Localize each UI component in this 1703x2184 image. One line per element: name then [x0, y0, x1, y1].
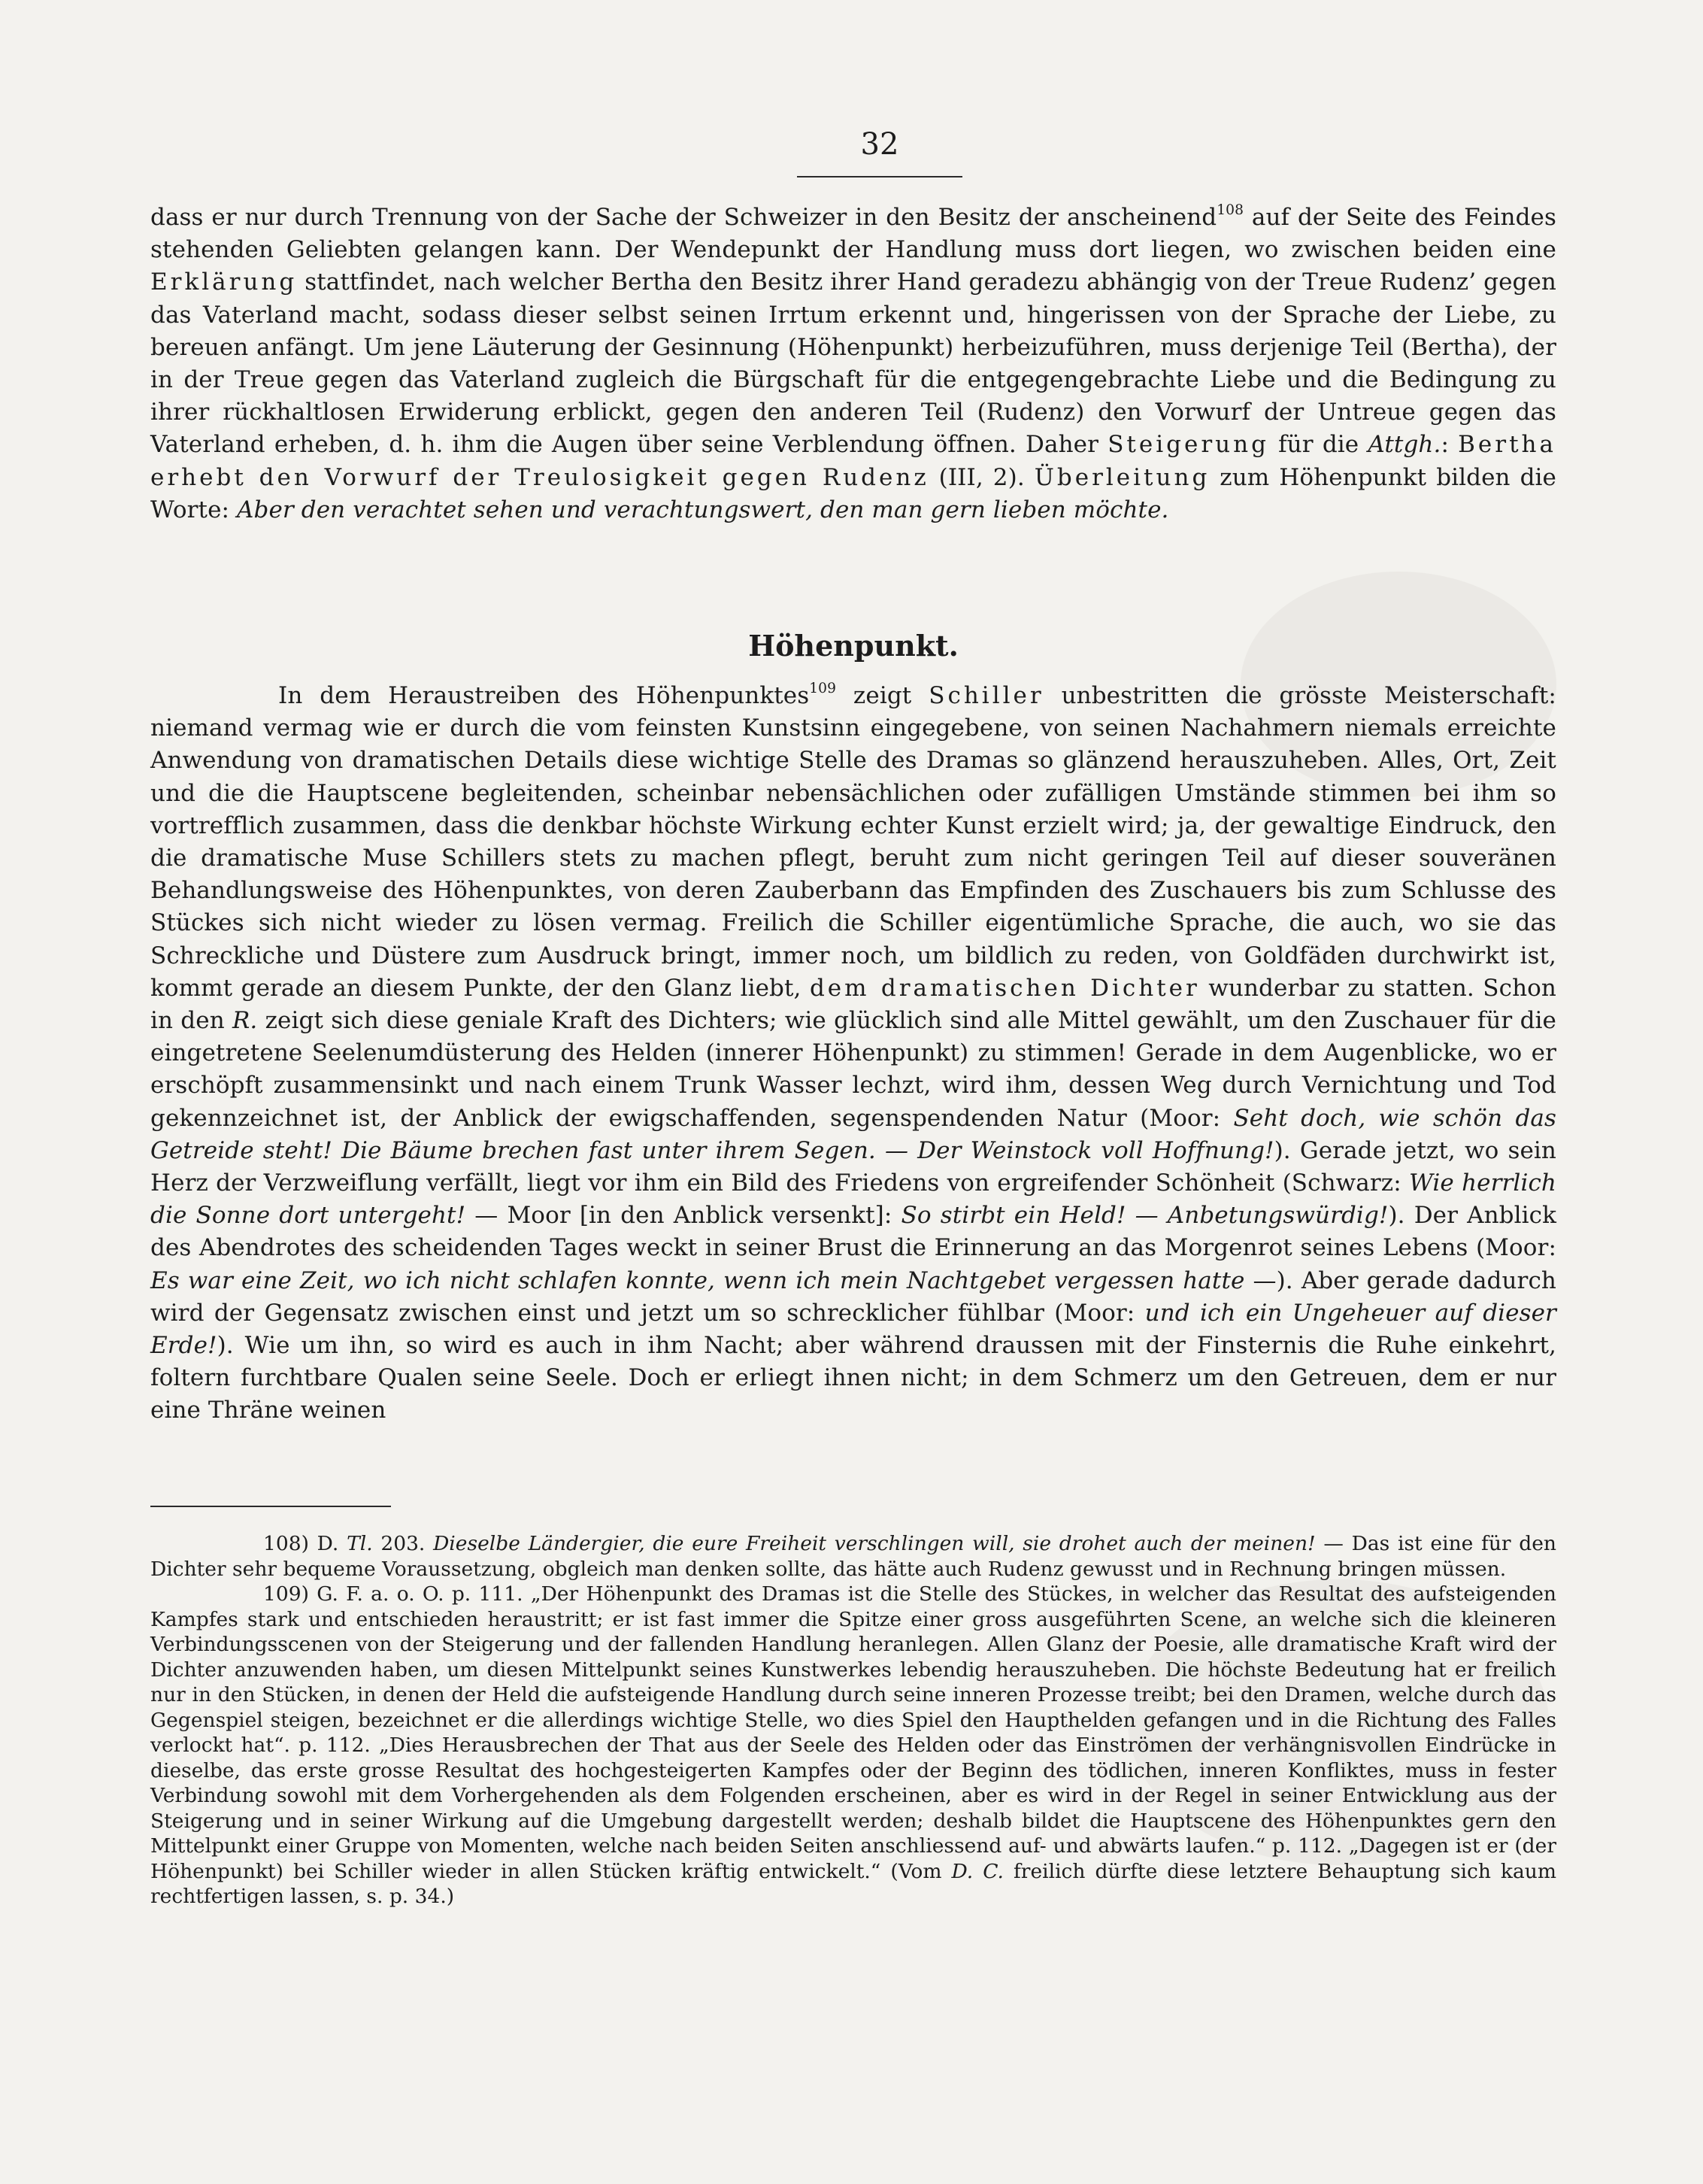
italic-run: Seht doch, wie schön das Getreide steht! Die Bäume brechen fast unter ihrem Segen. — Der Weinstock voll Hoffnung! [150, 1104, 1556, 1164]
text-run: wunderbar zu statten. Schon in den [150, 974, 1556, 1035]
text-run: zum Höhenpunkt bilden die Worte: [150, 463, 1556, 523]
italic-run: Aber den verachtet sehen und verachtungswert, den man gern lieben möchte. [237, 496, 1169, 523]
italic-run: Tl. [347, 1532, 373, 1555]
text-run: ). Gerade jetzt, wo sein Herz der Verzweiflung verfällt, liegt vor ihm ein Bild des Friedens von ergreifender Schönheit (Schwarz: [150, 1136, 1556, 1197]
italic-run: Dieselbe Ländergier, die eure Freiheit verschlingen will, sie drohet auch der meinen! [433, 1532, 1316, 1555]
text-run: unbestritten die grösste Meisterschaft: niemand vermag wie er durch die vom feinsten Kunstsinn eingegebene, von seinen Nachahmern niemals erreichte Anwendung von dramatischen Details diese wichtige Stelle des Dramas so glänzend herauszuheben. Alles, Ort, Zeit und die die Hauptscene begleitenden, scheinbar nebensächlichen oder zufälligen Umstände stimmen bei ihm so vortrefflich zusammen, dass die denkbar höchste Wirkung echter Kunst erzielt wird; ja, der gewaltige Eindruck, den die dramatische Muse Schillers stets zu machen pflegt, beruht zum nicht geringen Teil auf dieser souveränen Behandlungsweise des Höhenpunktes, von deren Zauberbann das Empfinden des Zuschauers bis zum Schlusse des Stückes sich nicht wieder zu lösen vermag. Freilich die Schiller eigentümliche Sprache, die auch, wo sie das Schreckliche und Düstere zum Ausdruck bringt, immer noch, um bildlich zu reden, von Goldfäden durchwirkt ist, kommt gerade an diesem Punkte, der den Glanz liebt, [150, 682, 1556, 1002]
footnote-108 [150, 1531, 1556, 1582]
text-run: 203. [372, 1532, 434, 1555]
footnote-rule [150, 1506, 391, 1507]
text-run: ). Wie um ihn, so wird es auch in ihm Nacht; aber während draussen mit der Finsternis die Ruhe einkehrt, foltern furchtbare Qualen seine Seele. Doch er erliegt ihnen nicht; in dem Schmerz um den Getreuen, dem er nur eine Thräne weinen [150, 1332, 1556, 1424]
text-run: In dem Heraustreiben des Höhenpunktes [278, 682, 810, 709]
text-run: 108) D. [263, 1532, 347, 1555]
paragraph-1-text [150, 202, 1556, 526]
italic-run: So stirbt ein Held! — Anbetungswürdig! [901, 1202, 1389, 1230]
text-run: : [1441, 431, 1459, 459]
text-run: — Moor [in den Anblick versenkt]: [465, 1202, 901, 1230]
text-run: auf der Seite des Feindes stehenden Geliebten gelangen kann. Der Wendepunkt der Handlung muss dort liegen, wo zwischen beiden eine [150, 204, 1556, 264]
text-run: 109) G. F. a. o. O. p. 111. „Der Höhenpunkt des Dramas ist die Stelle des Stückes, in welcher das Resultat des aufsteigenden Kampfes stark und entschieden heraustritt; er ist fast immer die Spitze einer gross ausgeführten Scene, an welche sich die kleineren Verbindungsscenen von der Steigerung und der fallenden Handlung heranlegen. Allen Glanz der Poesie, alle dramatische Kraft wird der Dichter anzuwenden haben, um diesen Mittelpunkt seines Kunstwerkes lebendig herauszuheben. Die höchste Bedeutung hat er freilich nur in den Stücken, in denen der Held die aufsteigende Handlung durch seine inneren Prozesse treibt; bei den Dramen, welche durch das Gegenspiel steigen, bezeichnet er die allerdings wichtige Stelle, wo dies Spiel den Haupthelden gefangen und in die Richtung des Falles verlockt hat“. p. 112. „Dies Herausbrechen der That aus der Seele des Helden oder das Einströmen der verhängnisvollen Eindrücke in dieselbe, das erste grosse Resultat des hochgesteigerten Kampfes oder der Beginn des tödlichen, inneren Konfliktes, muss in fester Verbindung sowohl mit dem Vorhergehenden als dem Folgenden erscheinen, aber es wird in der Regel in seiner Entwicklung aus der Steigerung und in seiner Wirkung auf die Umgebung dargestellt werden; deshalb bildet die Hauptscene des Höhenpunktes gern den Mittelpunkt einer Gruppe von Momenten, welche nach beiden Seiten anschliessend auf- und abwärts laufen.“ p. 112. „Dagegen ist er (der Höhenpunkt) bei Schiller wieder in allen Stücken kräftig entwickelt.“ (Vom [150, 1582, 1556, 1883]
text-run: stattfindet, nach welcher Bertha den Besitz ihrer Hand geradezu abhängig von der Treue Rudenz’ gegen das Vaterland macht, sodass dieser selbst seinen Irrtum erkennt und, hingerissen von der Sprache der Liebe, zu bereuen anfängt. Um jene Läuterung der Gesinnung (Höhenpunkt) herbeizuführen, muss derjenige Teil (Bertha), der in der Treue gegen das Vaterland zugleich die Bürgschaft für die entgegengebrachte Liebe und die Bedingung zu ihrer rückhaltlosen Erwiderung erblickt, gegen den anderen Teil (Rudenz) den Vorwurf der Untreue gegen das Vaterland erheben, d. h. ihm die Augen über seine Verblendung öffnen. Daher [150, 268, 1556, 459]
footnote-ref: 109 [809, 681, 837, 697]
text-run: für die [1268, 431, 1368, 459]
text-run: dass er nur durch Trennung von der Sache der Schweizer in den Besitz der anscheinend [150, 204, 1217, 231]
italic-run: R. [232, 1007, 258, 1035]
body-paragraph-1 [150, 202, 1556, 526]
text-run: ). Der Anblick des Abendrotes des scheidenden Tages weckt in seiner Brust die Erinnerung an das Morgenrot seines Lebens (Moor: [150, 1202, 1556, 1262]
italic-run: Wie herrlich die Sonne dort untergeht! [150, 1169, 1556, 1230]
text-run: (III, 2). [929, 463, 1035, 491]
italic-run: Attgh. [1368, 431, 1441, 459]
page-number: 32 [860, 127, 899, 162]
spaced-run: Überleitung [1034, 463, 1211, 491]
text-run: — Das ist eine für den Dichter sehr bequeme Voraussetzung, obgleich man denken sollte, das hätte auch Rudenz gewusst und in Rechnung bringen müssen. [150, 1532, 1556, 1581]
italic-run: und ich ein Ungeheuer auf dieser Erde! [150, 1299, 1556, 1360]
spaced-run: dem dramatischen Dichter [809, 974, 1200, 1002]
text-run: zeigt sich diese geniale Kraft des Dichters; wie glücklich sind alle Mittel gewählt, um den Zuschauer für die eingetretene Seelenumdüsterung des Helden (innerer Höhenpunkt) zu stimmen! Gerade in dem Augenblicke, wo er erschöpft zusammensinkt und nach einem Trunk Wasser lechzt, wird ihm, dessen Weg durch Vernichtung und Tod gekennzeichnet ist, der Anblick der ewigschaffenden, segenspendenden Natur (Moor: [150, 1007, 1556, 1132]
footnote-ref: 108 [1217, 202, 1244, 219]
italic-run: D. C. [951, 1859, 1004, 1883]
footnotes [150, 1531, 1556, 1909]
text-run: freilich dürfte diese letztere Behauptung sich kaum rechtfertigen lassen, s. p. 34.) [150, 1859, 1556, 1908]
spaced-run: Steigerung [1108, 431, 1269, 459]
spaced-run: Schiller [929, 682, 1044, 709]
footnote-109 [150, 1582, 1556, 1909]
text-run: —). Aber gerade dadurch wird der Gegensatz zwischen einst und jetzt um so schrecklicher fühlbar (Moor: [150, 1266, 1556, 1327]
text-run: zeigt [836, 682, 929, 709]
spaced-run: Erklärung [150, 268, 298, 296]
body-paragraph-2 [150, 680, 1556, 1427]
paragraph-2-text [150, 680, 1556, 1427]
spaced-run: Bertha erhebt den Vorwurf der Treulosigkeit gegen Rudenz [150, 431, 1557, 491]
italic-run: Es war eine Zeit, wo ich nicht schlafen konnte, wenn ich mein Nachtgebet vergessen hatte [150, 1266, 1245, 1294]
page-number-rule [797, 176, 962, 177]
section-heading: Höhenpunkt. [748, 629, 959, 663]
